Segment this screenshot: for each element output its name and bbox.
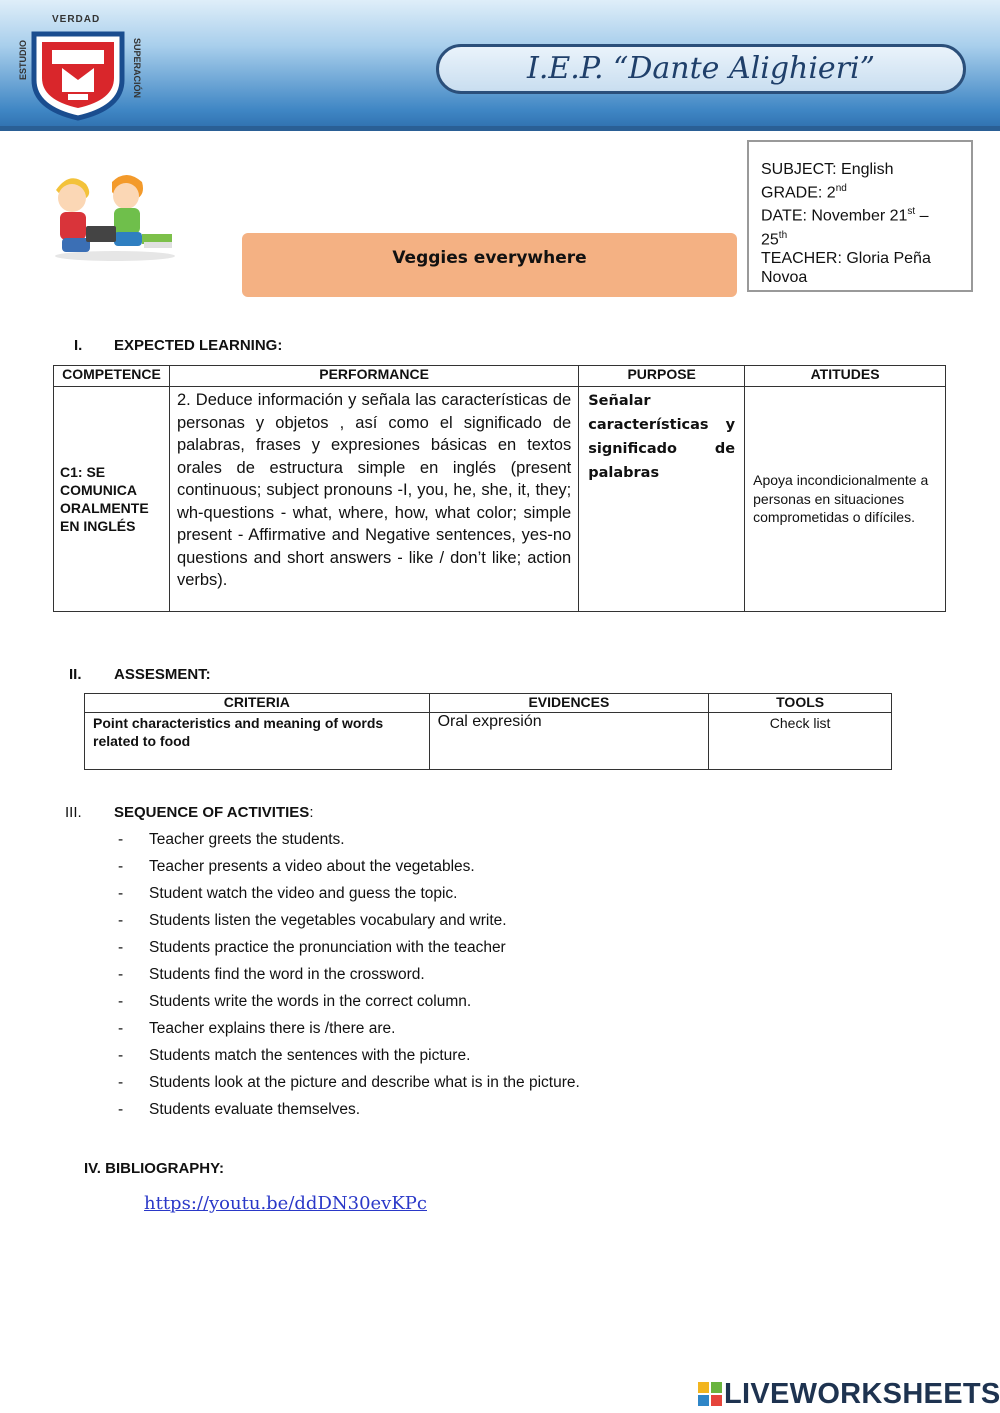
school-name: I.E.P. “Dante Alighieri” [527,51,875,86]
school-name-banner [436,44,966,94]
purpose-cell: Señalar características y significado de palabras [579,387,745,612]
list-item: - Students look at the picture and describe what is in the picture. [118,1074,580,1091]
header-criteria: CRITERIA [85,694,430,713]
list-item: - Teacher explains there is /there are. [118,1020,396,1037]
section-expected-learning-heading: I. EXPECTED LEARNING: [74,337,283,354]
attitudes-cell: Apoya incondicionalmente a personas en situaciones comprometidas o difíciles. [745,387,946,612]
banner-stripe [0,126,1000,131]
table-row [85,713,892,770]
header-performance: PERFORMANCE [169,366,578,387]
table-row [54,387,946,612]
performance-cell: 2. Deduce información y señala las características de personas y objetos , así como el significado de palabras, frases y expresiones básicas en textos orales de estructura simple en inglés (present continuous; subject pronouns -I, you, he, she, it, they; wh-questions - what, where, how, what color; simple present - Affirmative and Negative sentences, yes-no questions and short answers - like / don’t like; action verbs). [169,387,578,612]
liveworksheets-logo-icon [698,1382,722,1406]
list-item: - Students write the words in the correct column. [118,993,472,1010]
liveworksheets-brand: LIVEWORKSHEETS [724,1378,1000,1410]
crest-motto-right: SUPERACIÓN [132,38,142,99]
list-item: - Student watch the video and guess the topic. [118,885,458,902]
tools-cell: Check list [709,713,892,770]
header-attitudes: ATITUDES [745,366,946,387]
list-item: - Teacher presents a video about the vegetables. [118,858,475,875]
grade-line: GRADE: 2nd [761,183,847,202]
list-item: - Students evaluate themselves. [118,1101,361,1118]
topic-banner [242,233,737,297]
competence-cell: C1: SE COMUNICA ORALMENTE EN INGLÉS [54,387,170,612]
header-evidences: EVIDENCES [429,694,709,713]
bibliography-link[interactable]: https://youtu.be/ddDN30evKPc [144,1193,427,1214]
crest-motto-left: ESTUDIO [18,39,28,80]
lesson-info-box [747,140,973,292]
table-header-row [85,694,892,713]
section-bibliography-heading: IV. BIBLIOGRAPHY: [84,1160,225,1177]
header-competence: COMPETENCE [54,366,170,387]
list-item: - Students listen the vegetables vocabulary and write. [118,912,507,929]
topic-title: Veggies everywhere [392,248,587,268]
date-line-2: 25th [761,229,788,248]
section-assessment-heading: II. ASSESMENT: [69,666,211,683]
table-header-row [54,366,946,387]
header-tools: TOOLS [709,694,892,713]
evidences-cell: Oral expresión [429,713,709,770]
teacher-line: TEACHER: Gloria Peña Novoa [761,249,931,286]
kids-studying-illustration [50,170,180,262]
subject-line: SUBJECT: English [761,161,894,178]
header-purpose: PURPOSE [579,366,745,387]
activities-list [118,830,580,1127]
list-item: - Students find the word in the crossword. [118,966,425,983]
header-banner [0,0,1000,130]
criteria-cell: Point characteristics and meaning of words related to food [85,713,430,770]
list-item: - Teacher greets the students. [118,831,345,848]
school-crest [12,10,152,122]
list-item: - Students match the sentences with the picture. [118,1047,471,1064]
section-activities-heading: III. SEQUENCE OF ACTIVITIES: [65,804,314,821]
expected-learning-table [53,365,946,612]
list-item: - Students practice the pronunciation with the teacher [118,939,506,956]
date-line: DATE: November 21st – [761,206,929,225]
crest-motto-top: VERDAD [52,14,101,25]
assessment-table [84,693,892,770]
